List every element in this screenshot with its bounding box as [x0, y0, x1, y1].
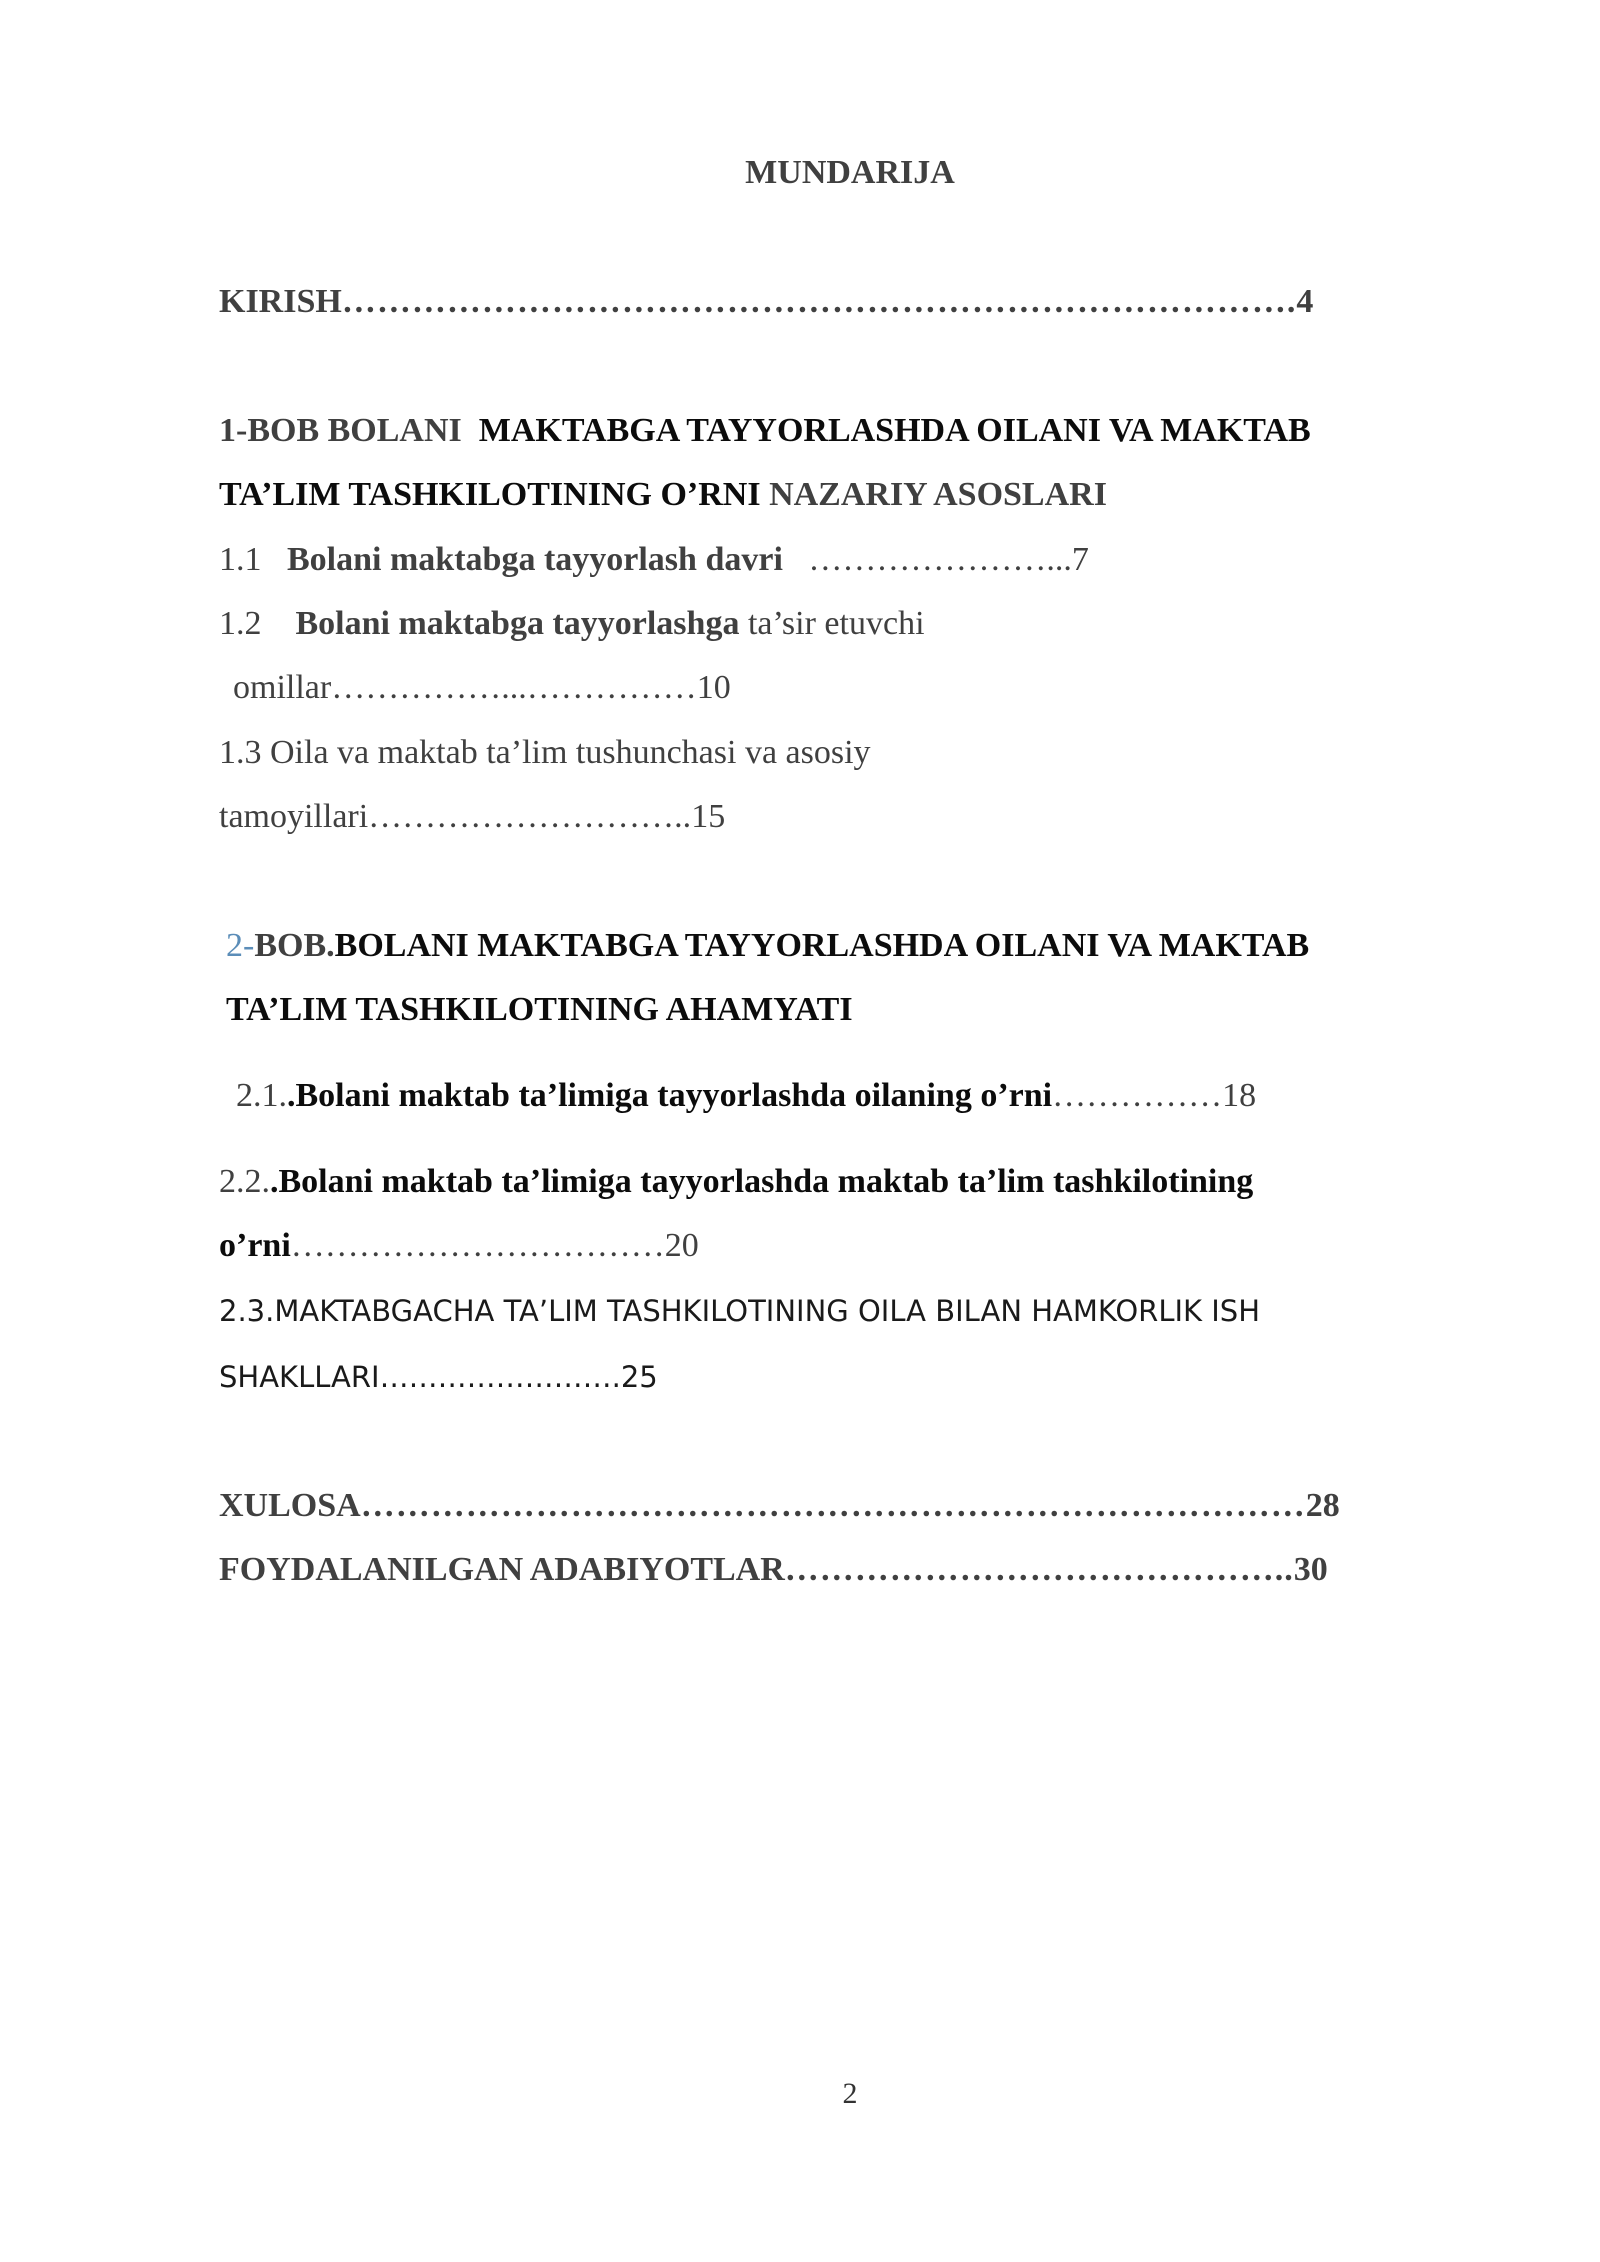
toc-dots: omillar……………...……………: [233, 669, 697, 706]
chapter2-number: 2-: [226, 927, 255, 964]
section-title: 1.3 Oila va maktab ta’lim tushunchasi va asosiy: [219, 734, 871, 771]
toc-dots: tamoyillari………………………..: [219, 798, 692, 835]
section-number: 2.2.: [219, 1163, 270, 1200]
toc-entry-kirish: [219, 282, 1313, 322]
toc-entry-1-3: [219, 733, 871, 773]
toc-label: XULOSA: [219, 1487, 361, 1524]
chapter2-heading-line1: [226, 926, 1309, 966]
page-title-text: MUNDARIJA: [745, 154, 955, 191]
toc-dots: …………………...: [808, 541, 1072, 578]
toc-entry-1-3-line2: [219, 797, 725, 837]
section-title: Bolani maktabga tayyorlash davri: [287, 541, 783, 578]
page-title: [0, 153, 1600, 193]
toc-label: KIRISH: [219, 283, 342, 320]
section-title: 2.3.MAKTABGACHA TA’LIM TASHKILOTINING OILA BILAN HAMKORLIK ISH: [219, 1294, 1261, 1328]
section-title-line2: o’rni: [219, 1227, 291, 1264]
toc-entry-1-2: [219, 604, 925, 644]
chapter1-title-line2-rest: NAZARIY ASOSLARI: [760, 476, 1107, 513]
toc-entry-2-3: [219, 1291, 1260, 1331]
section-title: Bolani maktabga tayyorlashga: [295, 605, 740, 642]
toc-entry-1-2-line2: [233, 668, 731, 708]
toc-dots: ……………: [1052, 1077, 1223, 1114]
chapter2-bob: BOB.: [254, 927, 335, 964]
section-number: 1.2: [219, 605, 262, 642]
page-number: [0, 2074, 1600, 2114]
toc-entry-2-3-line2: [219, 1357, 658, 1397]
toc-entry-2-2: [219, 1162, 1253, 1202]
toc-page: 25: [620, 1360, 658, 1394]
toc-page: 20: [664, 1227, 699, 1264]
chapter2-title: BOLANI MAKTABGA TAYYORLASHDA OILANI VA MAKTAB: [334, 927, 1310, 964]
chapter2-heading-line2: [226, 990, 853, 1030]
toc-entry-2-1: [236, 1076, 1256, 1116]
section-title-rest: ta’sir etuvchi: [739, 605, 925, 642]
section-title: .Bolani maktab ta’limiga tayyorlashda oilaning o’rni: [287, 1077, 1053, 1114]
toc-dots: SHAKLLARI…………………….: [219, 1360, 621, 1394]
toc-dots: ……………………………………………………………………….: [341, 283, 1297, 320]
toc-dots: ………………………………………………………………………: [360, 1487, 1306, 1524]
toc-entry-2-2-line2: [219, 1226, 699, 1266]
toc-page: 4: [1296, 283, 1314, 320]
chapter1-title: MAKTABGA TAYYORLASHDA OILANI VA MAKTAB: [478, 412, 1311, 449]
toc-page: 30: [1293, 1551, 1328, 1588]
section-number: 1.1: [219, 541, 262, 578]
toc-page: 28: [1305, 1487, 1340, 1524]
page-number-text: 2: [842, 2077, 858, 2110]
chapter1-prefix: 1-BOB BOLANI: [219, 412, 462, 449]
toc-page: 18: [1222, 1077, 1257, 1114]
chapter1-heading-line2: [219, 475, 1107, 515]
chapter1-heading-line1: [219, 411, 1311, 451]
toc-entry-xulosa: [219, 1486, 1340, 1526]
toc-label: FOYDALANILGAN ADABIYOTLAR: [219, 1551, 785, 1588]
toc-page: 7: [1071, 541, 1089, 578]
chapter1-title-line2: TA’LIM TASHKILOTINING O’RNI: [219, 476, 761, 513]
section-number: 2.1.: [236, 1077, 287, 1114]
toc-dots: ……………………………: [290, 1227, 665, 1264]
toc-page: 10: [696, 669, 731, 706]
section-title: .Bolani maktab ta’limiga tayyorlashda maktab ta’lim tashkilotining: [270, 1163, 1254, 1200]
toc-dots: ……………………………………..: [784, 1551, 1294, 1588]
toc-page: 15: [691, 798, 726, 835]
toc-entry-1-1: [219, 540, 1089, 580]
toc-entry-adabiyotlar: [219, 1550, 1328, 1590]
chapter2-title-line2: TA’LIM TASHKILOTINING AHAMYATI: [226, 991, 853, 1028]
